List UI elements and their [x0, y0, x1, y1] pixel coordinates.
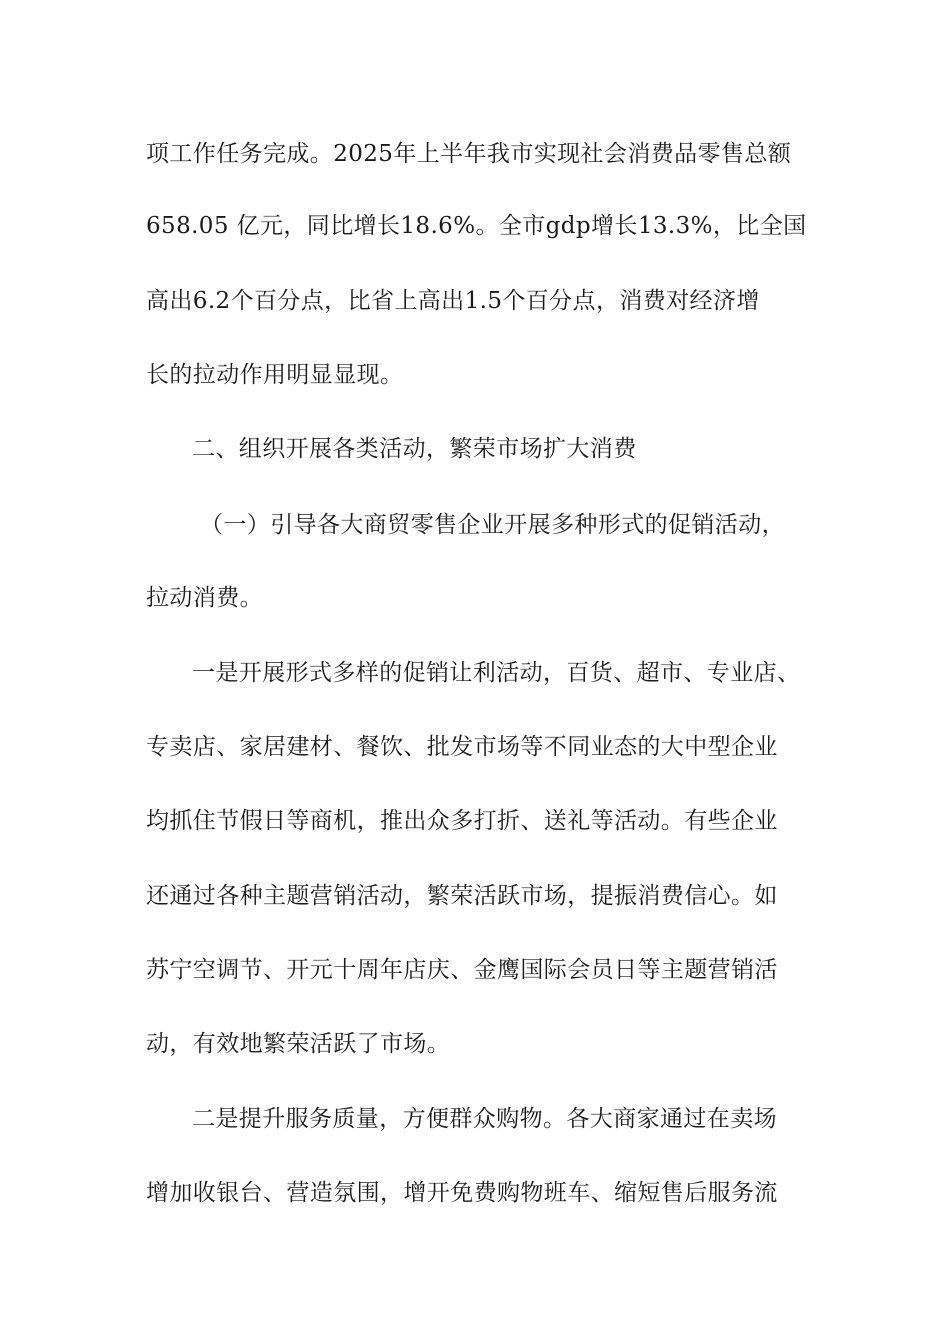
paragraph-line: 拉动消费。	[146, 585, 263, 611]
paragraph-line: 苏宁空调节、开元十周年店庆、金鹰国际会员日等主题营销活	[146, 957, 778, 983]
paragraph-line: 动，有效地繁荣活跃了市场。	[146, 1031, 451, 1057]
paragraph-line: 高出6.2个百分点，比省上高出1.5个百分点，消费对经济增	[146, 288, 760, 314]
paragraph-line: 专卖店、家居建材、餐饮、批发市场等不同业态的大中型企业	[146, 734, 778, 760]
paragraph-line: 长的拉动作用明显显现。	[146, 362, 404, 388]
paragraph-line: 项工作任务完成。2025年上半年我市实现社会消费品零售总额	[146, 141, 792, 167]
paragraph-line: 658.05 亿元，同比增长18.6%。全市gdp增长13.3%，比全国	[146, 213, 807, 239]
section-heading: 二、组织开展各类活动，繁荣市场扩大消费	[192, 436, 637, 462]
subsection-heading: （一）引导各大商贸零售企业开展多种形式的促销活动，	[200, 512, 785, 538]
paragraph-line: 还通过各种主题营销活动，繁荣活跃市场，提振消费信心。如	[146, 883, 778, 909]
paragraph-line: 二是提升服务质量，方便群众购物。各大商家通过在卖场	[192, 1106, 777, 1132]
paragraph-line: 增加收银台、营造氛围，增开免费购物班车、缩短售后服务流	[146, 1180, 778, 1206]
paragraph-line: 均抓住节假日等商机，推出众多打折、送礼等活动。有些企业	[146, 808, 778, 834]
paragraph-line: 一是开展形式多样的促销让利活动，百货、超市、专业店、	[192, 660, 801, 686]
